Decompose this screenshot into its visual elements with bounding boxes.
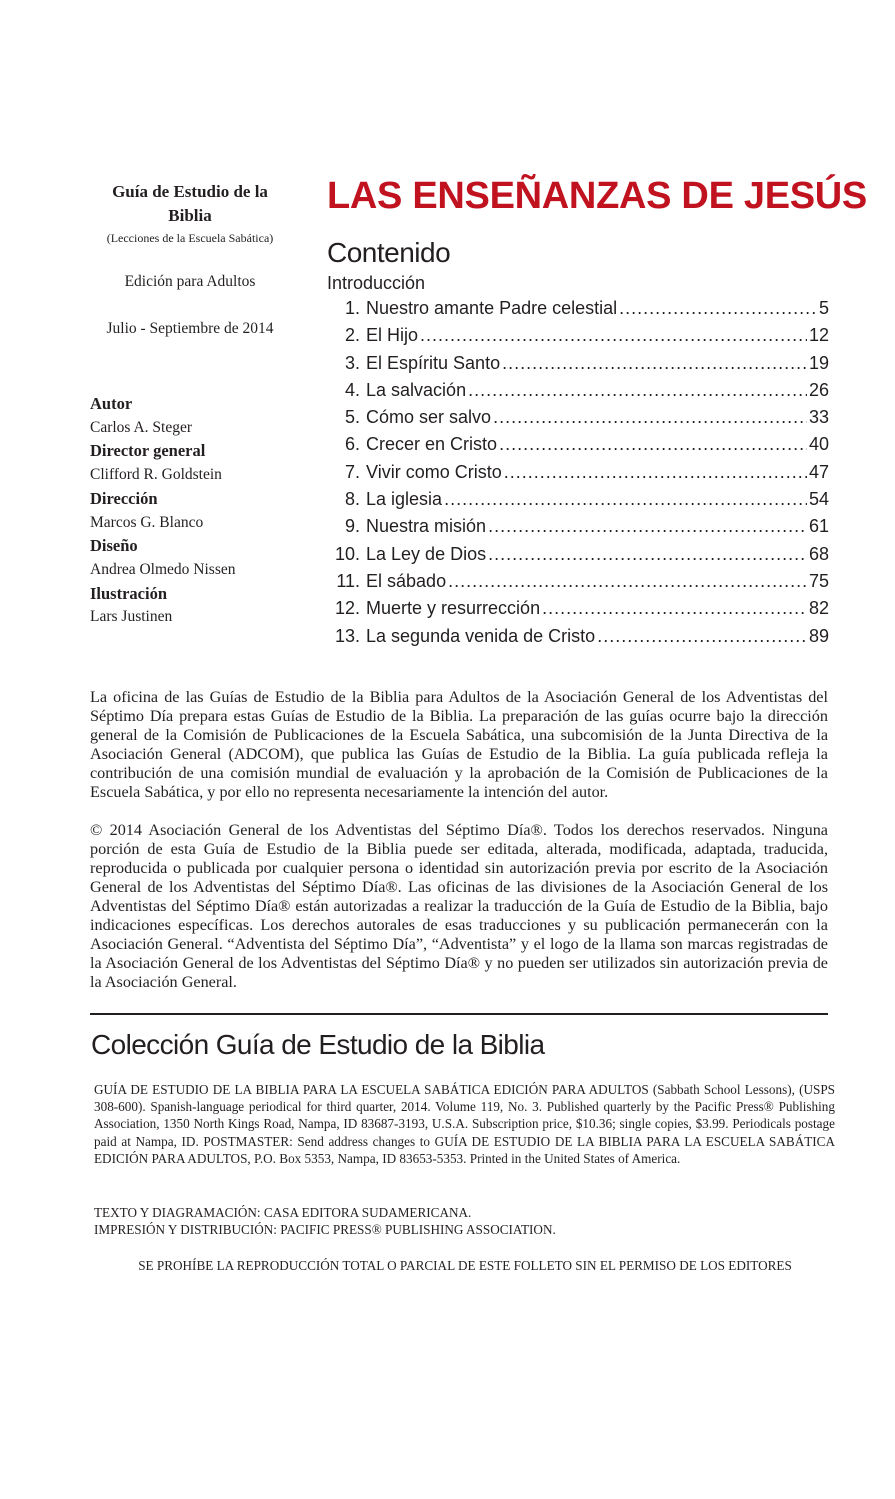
toc-item-label: El sábado bbox=[366, 570, 447, 591]
toc-item[interactable] bbox=[327, 350, 829, 377]
dot-leader bbox=[499, 431, 807, 458]
toc-item-number: 5. bbox=[344, 407, 360, 428]
guide-edition: Edición para Adultos bbox=[124, 273, 256, 290]
table-of-contents bbox=[327, 295, 829, 650]
toc-item-page: 19 bbox=[808, 352, 829, 373]
text-layout-credit: TEXTO Y DIAGRAMACIÓN: CASA EDITORA SUDAMERICANA. bbox=[94, 1205, 472, 1220]
toc-item-number: 1. bbox=[344, 298, 360, 318]
toc-item[interactable] bbox=[327, 623, 829, 650]
printing-credit: IMPRESIÓN Y DISTRIBUCIÓN: PACIFIC PRESS® PUBLISHING ASSOCIATION. bbox=[94, 1222, 556, 1238]
toc-item-label: El Hijo bbox=[366, 325, 419, 346]
toc-item[interactable] bbox=[327, 377, 829, 404]
toc-item-number: 8. bbox=[344, 489, 360, 510]
office-statement-paragraph: La oficina de las Guías de Estudio de la Biblia para Adultos de la Asociación General de los Adventistas del Séptimo Día prepara estas Guías de Estudio de la Biblia. La preparación de las guías ocurre bajo la dirección general de la Comisión de Publicaciones de la Escuela Sabática, una subcomisión de la Junta Directiva de la Asociación General (ADCOM), que publica las Guías de Estudio de la Biblia. La guía publicada refleja la contribución de una comisión mundial de evaluación y la aprobación de la Comisión de Publicaciones de la Escuela Sabática, y por ello no representa necesariamente la intención del autor. bbox=[90, 688, 828, 801]
toc-item-number: 2. bbox=[344, 325, 360, 346]
toc-item-number: 6. bbox=[344, 434, 360, 455]
dot-leader bbox=[488, 513, 807, 540]
toc-item[interactable] bbox=[327, 595, 829, 622]
credit-name-author: Carlos A. Steger bbox=[90, 418, 193, 436]
toc-item-label: Nuestra misión bbox=[366, 516, 487, 537]
guide-title: Guía de Estudio de la Biblia bbox=[112, 182, 268, 225]
toc-item[interactable] bbox=[327, 568, 829, 595]
credit-role-author: Autor bbox=[90, 394, 133, 413]
toc-item-number: 9. bbox=[344, 516, 360, 537]
credit-role-general-director: Director general bbox=[90, 441, 206, 461]
toc-item-page: 40 bbox=[808, 434, 829, 455]
guide-period: Julio - Septiembre de 2014 bbox=[106, 320, 274, 337]
toc-item-label: El Espíritu Santo bbox=[366, 352, 501, 373]
reproduction-prohibition: SE PROHÍBE LA REPRODUCCIÓN TOTAL O PARCIAL DE ESTE FOLLETO SIN EL PERMISO DE LOS EDITORES bbox=[138, 1258, 792, 1273]
toc-item[interactable] bbox=[327, 459, 829, 486]
dot-leader bbox=[504, 459, 807, 486]
credit-role-direction: Dirección bbox=[90, 488, 158, 508]
toc-item-page: 33 bbox=[808, 407, 829, 428]
toc-item-page: 54 bbox=[808, 489, 829, 510]
credit-name-illustration: Lars Justinen bbox=[90, 608, 173, 626]
toc-item-label: Muerte y resurrección bbox=[366, 598, 541, 619]
dot-leader bbox=[502, 350, 807, 377]
dot-leader bbox=[448, 568, 807, 595]
toc-item-page: 47 bbox=[808, 461, 829, 482]
toc-item-label: Vivir como Cristo bbox=[366, 461, 502, 482]
credit-role-design: Diseño bbox=[90, 536, 138, 556]
credits-list bbox=[90, 392, 290, 629]
toc-item-number: 3. bbox=[344, 352, 360, 373]
dot-leader bbox=[619, 295, 817, 322]
toc-item-page: 75 bbox=[808, 570, 829, 591]
toc-item-label: Cómo ser salvo bbox=[366, 407, 492, 428]
toc-item-page: 5 bbox=[818, 298, 829, 318]
toc-item-page: 26 bbox=[808, 379, 829, 400]
toc-item-label: La iglesia bbox=[366, 489, 443, 510]
copyright-paragraph: © 2014 Asociación General de los Adventistas del Séptimo Día®. Todos los derechos reservados. Ninguna porción de esta Guía de Estudio de la Biblia puede ser editada, alterada, modificada, adaptada, traducida, reproducida o publicada por cualquier persona o identidad sin autorización previa por escrito de la Asociación General de los Adventistas del Séptimo Día®. Las oficinas de las divisiones de la Asociación General de los Adventistas del Séptimo Día® están autorizadas a realizar la traducción de la Guía de Estudio de la Biblia, bajo indicaciones específicas. Los derechos autorales de esas traducciones y su publicación permanecerán con la Asociación General. “Adventista del Séptimo Día”, “Adventista” y el logo de la llama son marcas registradas de la Asociación General de los Adventistas del Séptimo Día® y no pueden ser utilizados sin autorización previa de la Asociación General. bbox=[90, 821, 828, 991]
toc-item-label: La salvación bbox=[366, 379, 467, 400]
toc-item-number: 7. bbox=[344, 461, 360, 482]
toc-item-label: Crecer en Cristo bbox=[366, 434, 498, 455]
toc-item-label: Nuestro amante Padre celestial bbox=[366, 298, 618, 318]
credit-role-illustration: Ilustración bbox=[90, 583, 168, 603]
toc-item-number: 13. bbox=[334, 625, 360, 646]
dot-leader bbox=[420, 322, 807, 349]
toc-item[interactable] bbox=[327, 486, 829, 513]
section-divider bbox=[90, 1013, 828, 1015]
credit-name-design: Andrea Olmedo Nissen bbox=[90, 560, 236, 578]
toc-item[interactable] bbox=[327, 404, 829, 431]
toc-item-label: La Ley de Dios bbox=[366, 543, 487, 564]
toc-item[interactable] bbox=[327, 513, 829, 540]
credit-name-direction: Marcos G. Blanco bbox=[90, 513, 204, 531]
toc-item-number: 10. bbox=[334, 543, 360, 564]
dot-leader bbox=[542, 595, 807, 622]
dot-leader bbox=[493, 404, 807, 431]
toc-item-number: 11. bbox=[336, 570, 360, 591]
toc-item-number: 12. bbox=[334, 598, 360, 619]
dot-leader bbox=[468, 377, 807, 404]
toc-item[interactable] bbox=[327, 431, 829, 458]
toc-item-page: 89 bbox=[808, 625, 829, 646]
toc-item-page: 82 bbox=[808, 598, 829, 619]
dot-leader bbox=[488, 541, 807, 568]
toc-item[interactable] bbox=[327, 541, 829, 568]
production-credits bbox=[94, 1204, 835, 1238]
publication-info: GUÍA DE ESTUDIO DE LA BIBLIA PARA LA ESCUELA SABÁTICA EDICIÓN PARA ADULTOS (Sabbath School Lessons), (USPS 308-600). Spanish-language periodical for third quarter, 2014. Volume 119, No. 3. Published quarterly by the Pacific Press® Publishing Association, 1350 North Kings Road, Nampa, ID 83687-3193, U.S.A. Subscription price, $10.36; single copies, $3.99. Periodicals postage paid at Nampa, ID. POSTMASTER: Send address changes to GUÍA DE ESTUDIO DE LA BIBLIA PARA LA ESCUELA SABÁTICA EDICIÓN PARA ADULTOS, P.O. Box 5353, Nampa, ID 83653-5353. Printed in the United States of America. bbox=[94, 1082, 835, 1166]
toc-item[interactable] bbox=[327, 322, 829, 349]
toc-item-page: 12 bbox=[808, 325, 829, 346]
toc-item-page: 61 bbox=[808, 516, 829, 537]
toc-item-number: 4. bbox=[344, 379, 360, 400]
collection-title: Colección Guía de Estudio de la Biblia bbox=[91, 1029, 545, 1060]
guide-subtitle: (Lecciones de la Escuela Sabática) bbox=[106, 231, 274, 245]
credit-name-general-director: Clifford R. Goldstein bbox=[90, 466, 222, 484]
dot-leader bbox=[444, 486, 807, 513]
dot-leader bbox=[597, 623, 807, 650]
page-title: LAS ENSEÑANZAS DE JESÚS bbox=[327, 175, 867, 217]
masthead-column bbox=[90, 180, 290, 629]
toc-heading: Contenido bbox=[327, 237, 451, 268]
toc-item[interactable] bbox=[327, 295, 829, 322]
toc-item-introduction[interactable]: Introducción bbox=[327, 273, 426, 293]
toc-item-page: 68 bbox=[808, 543, 829, 564]
contents-column bbox=[327, 172, 867, 650]
toc-item-label: La segunda venida de Cristo bbox=[366, 625, 596, 646]
